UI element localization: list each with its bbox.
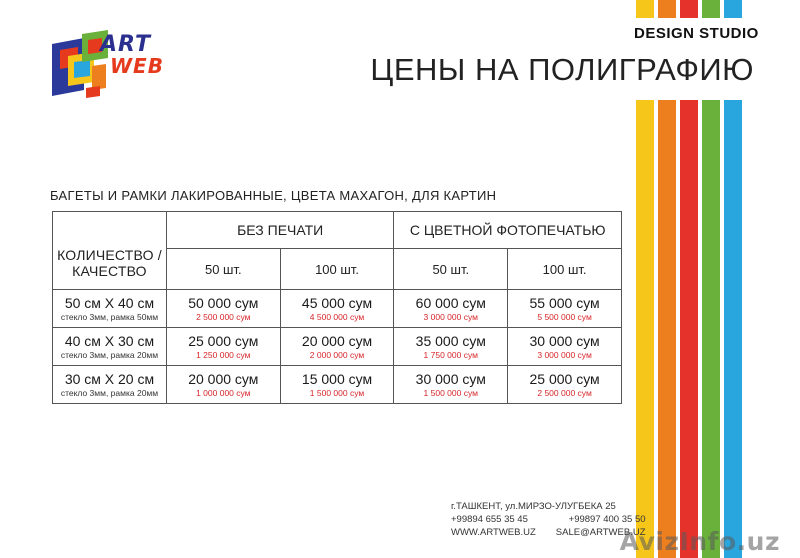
table-row (53, 366, 622, 404)
total-price: 3 000 000 сум (423, 312, 478, 322)
unit-price: 50 000 сум (188, 295, 259, 311)
price-cell (280, 328, 394, 366)
price-cell (508, 366, 622, 404)
page-title: ЦЕНЫ НА ПОЛИГРАФИЮ (370, 52, 754, 87)
unit-price: 30 000 сум (415, 371, 486, 387)
address-row (451, 500, 646, 513)
frame-spec: стекло 3мм, рамка 20мм (60, 350, 159, 360)
phones-row (451, 513, 646, 526)
price-table (52, 211, 622, 404)
price-cell (280, 290, 394, 328)
address: г.ТАШКЕНТ, ул.МИРЗО-УЛУГБЕКА 25 (451, 501, 616, 512)
price-cell (394, 328, 508, 366)
size-cell (53, 290, 167, 328)
total-price: 1 500 000 сум (309, 388, 365, 398)
quantity-quality-header: КОЛИЧЕСТВО / КАЧЕСТВО (53, 212, 167, 290)
price-cell (166, 290, 280, 328)
table-header-groups (53, 212, 622, 249)
unit-price: 45 000 сум (301, 295, 373, 311)
unit-price: 20 000 сум (188, 371, 259, 387)
size-cell (53, 366, 167, 404)
phone-2[interactable]: +99897 400 35 50 (568, 514, 646, 525)
unit-price: 60 000 сум (415, 295, 486, 311)
total-price: 1 750 000 сум (423, 350, 478, 360)
unit-price: 15 000 сум (301, 371, 373, 387)
group-header-photo-print: С ЦВЕТНОЙ ФОТОПЕЧАТЬЮ (394, 212, 622, 249)
frame-size: 50 см X 40 см (64, 295, 155, 311)
total-price: 1 250 000 сум (196, 350, 251, 360)
web-row (451, 526, 646, 539)
logo-line-web: WEB (110, 54, 164, 78)
contact-block (451, 500, 646, 539)
unit-price: 30 000 сум (529, 333, 600, 349)
price-cell (280, 366, 394, 404)
quantity-header: 100 шт. (280, 249, 394, 290)
total-price: 2 000 000 сум (309, 350, 365, 360)
section-title: БАГЕТЫ И РАМКИ ЛАКИРОВАННЫЕ, ЦВЕТА МАХАГОН, ДЛЯ КАРТИН (50, 188, 497, 203)
price-cell (394, 366, 508, 404)
price-cell (508, 328, 622, 366)
group-header-no-print: БЕЗ ПЕЧАТИ (166, 212, 393, 249)
logo-line-art: ART (100, 32, 151, 57)
unit-price: 25 000 сум (188, 333, 259, 349)
table-row (53, 328, 622, 366)
website-link[interactable]: WWW.ARTWEB.UZ (451, 527, 536, 538)
quantity-header: 50 шт. (166, 249, 280, 290)
watermark: AvizInfo.uz (619, 527, 780, 556)
frame-spec: стекло 3мм, рамка 20мм (60, 388, 159, 398)
total-price: 1 500 000 сум (423, 388, 478, 398)
total-price: 2 500 000 сум (537, 388, 592, 398)
price-cell (166, 366, 280, 404)
price-cell (508, 290, 622, 328)
table-row (53, 290, 622, 328)
email-link[interactable]: SALE@ARTWEB.UZ (555, 527, 646, 538)
phone-1[interactable]: +99894 655 35 45 (451, 514, 528, 525)
logo-wordmark (100, 34, 164, 76)
design-studio-label: DESIGN STUDIO (634, 25, 759, 42)
unit-price: 35 000 сум (415, 333, 486, 349)
size-cell (53, 328, 167, 366)
frame-spec: стекло 3мм, рамка 50мм (60, 312, 159, 322)
unit-price: 55 000 сум (529, 295, 600, 311)
total-price: 4 500 000 сум (309, 312, 365, 322)
quantity-header: 50 шт. (394, 249, 508, 290)
price-cell (394, 290, 508, 328)
unit-price: 20 000 сум (301, 333, 373, 349)
total-price: 1 000 000 сум (196, 388, 251, 398)
price-cell (166, 328, 280, 366)
quantity-header: 100 шт. (508, 249, 622, 290)
total-price: 2 500 000 сум (196, 312, 251, 322)
total-price: 5 500 000 сум (537, 312, 592, 322)
frame-size: 40 см X 30 см (64, 333, 155, 349)
unit-price: 25 000 сум (529, 371, 600, 387)
frame-size: 30 см X 20 см (64, 371, 155, 387)
total-price: 3 000 000 сум (537, 350, 592, 360)
